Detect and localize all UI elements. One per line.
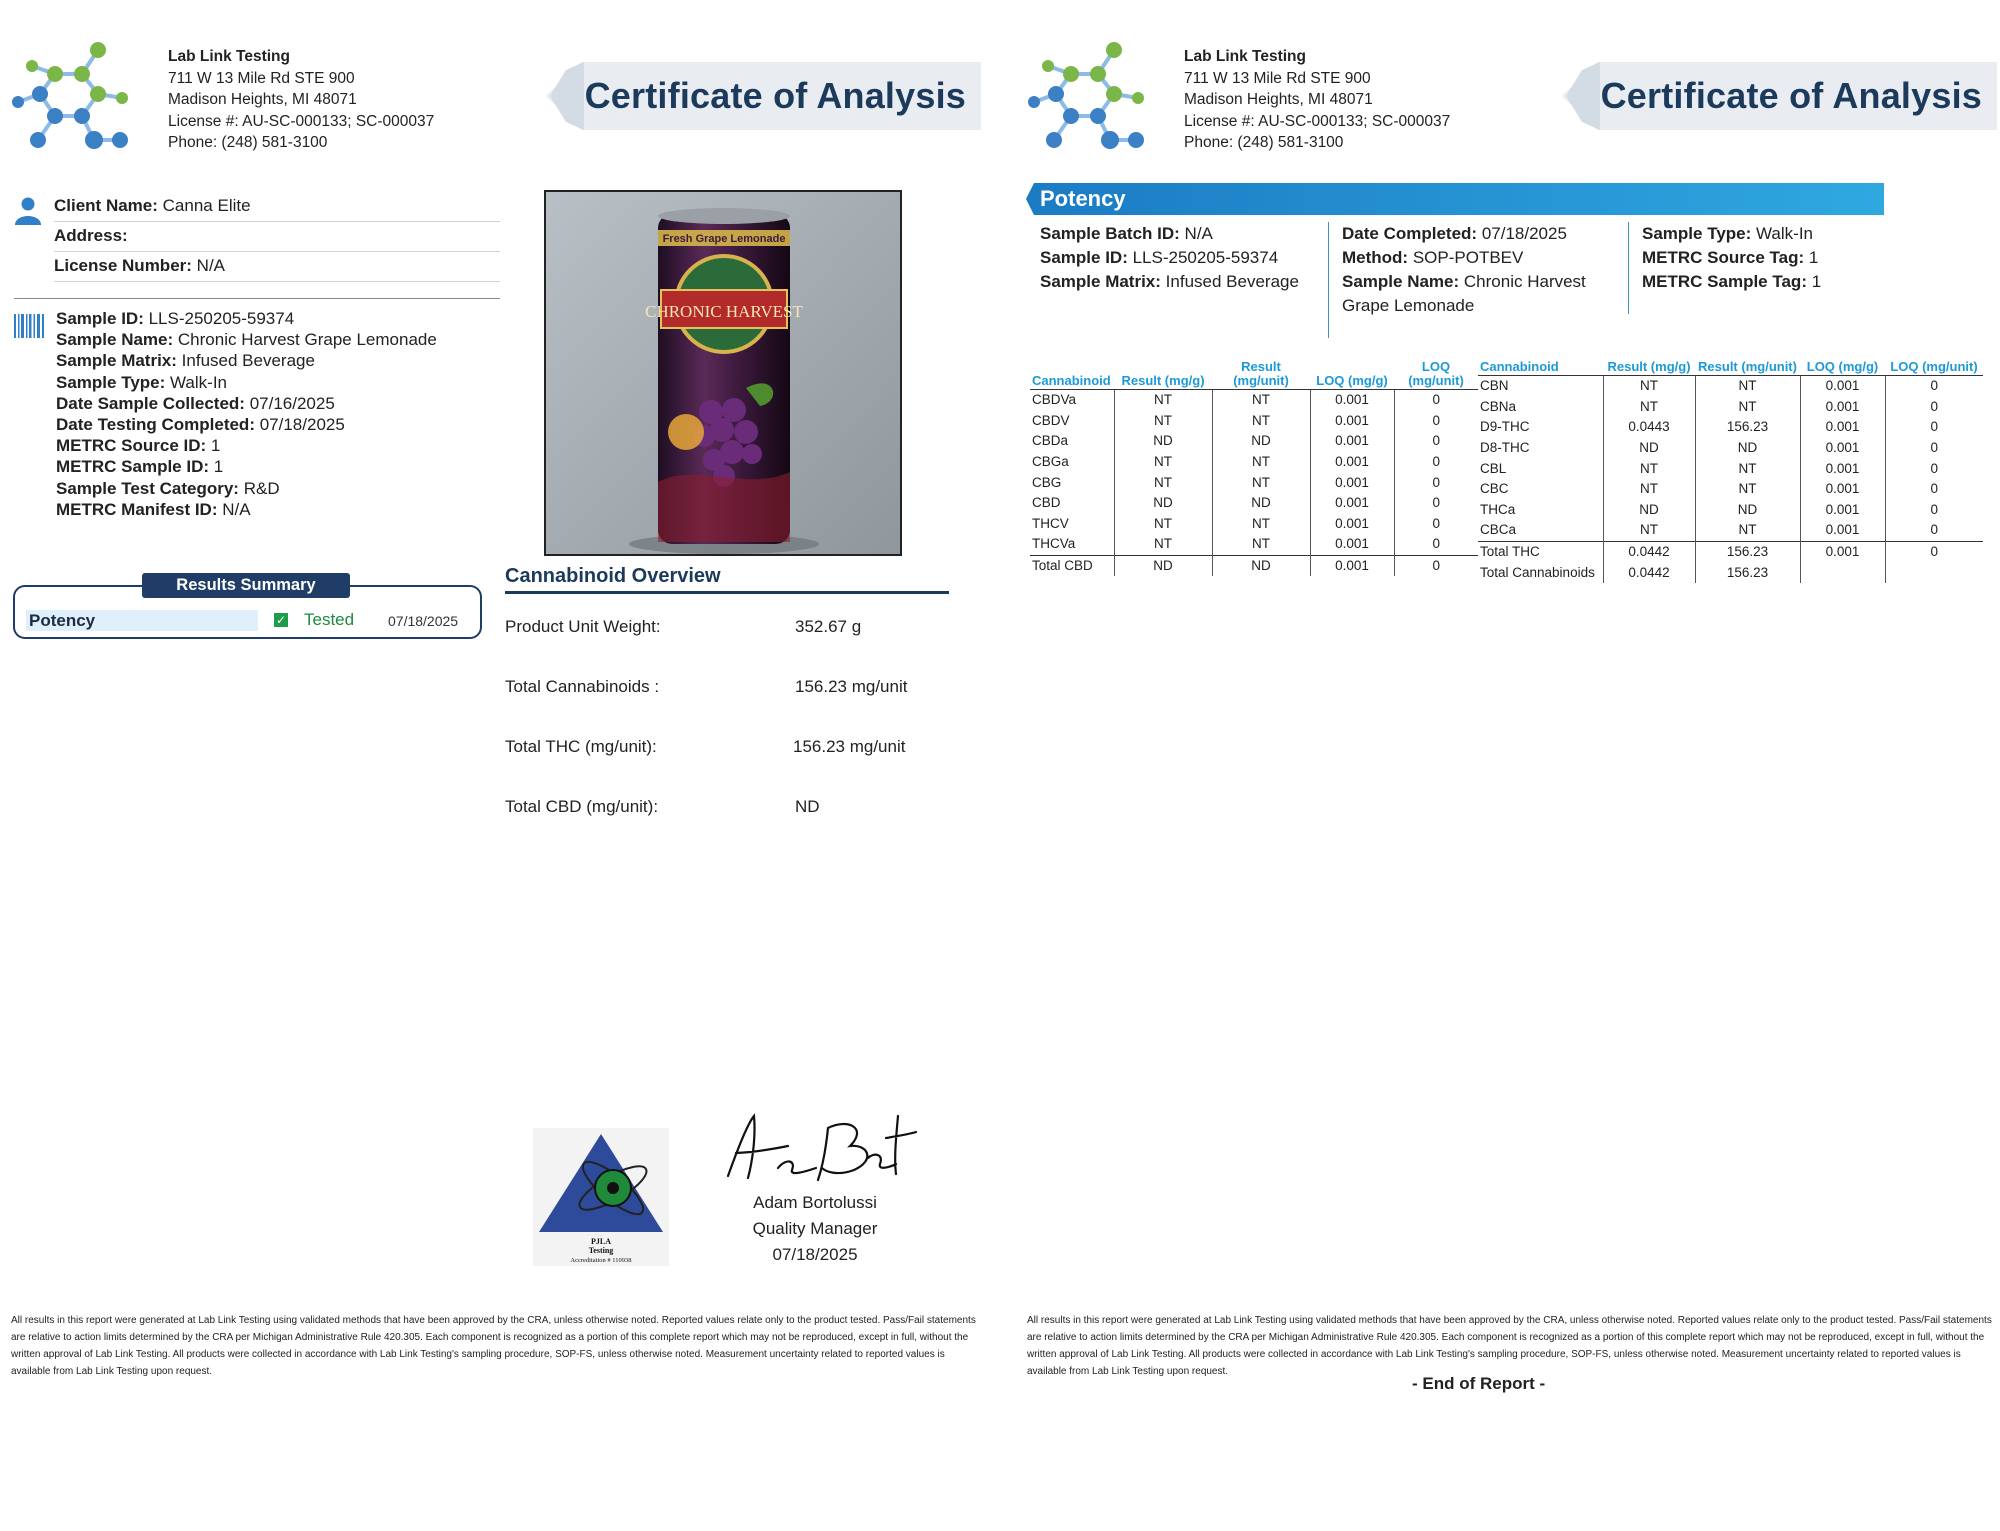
table-cell: 0 bbox=[1930, 440, 1938, 456]
table-row bbox=[1478, 562, 1983, 583]
table-cell: 0.001 bbox=[1800, 541, 1885, 562]
can-brand: CHRONIC HARVEST bbox=[645, 302, 803, 321]
table-header: LOQ (mg/unit) bbox=[1394, 360, 1478, 390]
table-cell: NT bbox=[1212, 514, 1310, 535]
sample-field-value: N/A bbox=[222, 499, 251, 519]
table-cell: ND bbox=[1114, 493, 1212, 514]
table-cell: D9-THC bbox=[1478, 417, 1603, 438]
table-cell: CBG bbox=[1030, 472, 1114, 493]
signer-date: 07/18/2025 bbox=[772, 1245, 858, 1264]
table-header: LOQ (mg/g) bbox=[1310, 360, 1394, 390]
table-header: LOQ (mg/g) bbox=[1800, 360, 1885, 376]
potency-meta-value: Walk-In bbox=[1756, 224, 1814, 243]
table-cell: 0 bbox=[1432, 392, 1440, 408]
table-row bbox=[1030, 431, 1478, 452]
potency-table-left bbox=[1030, 360, 1478, 576]
table-cell: 0 bbox=[1432, 454, 1440, 470]
overview-title: Cannabinoid Overview bbox=[505, 565, 721, 587]
table-cell: 0.001 bbox=[1310, 555, 1394, 576]
potency-meta-label: Sample Batch ID: bbox=[1040, 224, 1180, 243]
table-row bbox=[1030, 452, 1478, 473]
table-cell: 0 bbox=[1930, 460, 1938, 476]
person-icon bbox=[14, 196, 42, 226]
overview-value-weight: 352.67 g bbox=[795, 617, 862, 636]
signer-block bbox=[700, 1190, 930, 1268]
table-cell: NT bbox=[1695, 479, 1800, 500]
end-of-report: - End of Report - bbox=[1412, 1374, 1546, 1393]
table-cell: NT bbox=[1212, 390, 1310, 411]
sample-field bbox=[56, 350, 437, 371]
potency-table-right bbox=[1478, 360, 1983, 583]
checkmark-icon: ✓ bbox=[275, 613, 287, 627]
potency-meta-value: Infused Beverage bbox=[1165, 272, 1299, 291]
overview-label-total-cbd: Total CBD (mg/unit): bbox=[505, 797, 659, 816]
potency-meta-label: METRC Source Tag: bbox=[1642, 248, 1805, 267]
table-row bbox=[1478, 500, 1983, 521]
potency-meta-field bbox=[1342, 222, 1617, 246]
table-header: Result (mg/unit) bbox=[1212, 360, 1310, 390]
lab-address-2: Madison Heights, MI 48071 bbox=[1184, 91, 1373, 108]
table-cell: NT bbox=[1114, 411, 1212, 432]
overview-value-total-cbd: ND bbox=[795, 797, 820, 816]
table-row bbox=[1478, 479, 1983, 500]
potency-meta-value: SOP-POTBEV bbox=[1412, 248, 1524, 267]
can-top-text: Fresh Grape Lemonade bbox=[662, 233, 786, 245]
sample-fields bbox=[56, 308, 437, 520]
potency-meta-field bbox=[1642, 222, 1862, 246]
table-cell: NT bbox=[1603, 458, 1695, 479]
table-row bbox=[1030, 534, 1478, 555]
table-header: Result (mg/unit) bbox=[1695, 360, 1800, 376]
lab-name: Lab Link Testing bbox=[168, 48, 290, 65]
seal-line-2: Testing bbox=[588, 1246, 614, 1255]
potency-meta-label: Sample Matrix: bbox=[1040, 272, 1161, 291]
table-cell: 0.001 bbox=[1800, 458, 1885, 479]
table-cell: NT bbox=[1114, 390, 1212, 411]
sample-field-label: Sample Type: bbox=[56, 372, 166, 392]
lab-address-1: 711 W 13 Mile Rd STE 900 bbox=[168, 69, 355, 87]
sample-field-label: Sample Matrix: bbox=[56, 351, 177, 371]
sample-field-label: METRC Source ID: bbox=[56, 436, 207, 456]
potency-title: Potency bbox=[1040, 186, 1126, 211]
overview-label-total-cannabinoids: Total Cannabinoids : bbox=[505, 677, 660, 696]
potency-meta-label: Date Completed: bbox=[1342, 224, 1478, 243]
table-row bbox=[1478, 438, 1983, 459]
overview-label-total-thc: Total THC (mg/unit): bbox=[505, 737, 657, 756]
table-cell: NT bbox=[1603, 397, 1695, 418]
table-row bbox=[1478, 520, 1983, 541]
potency-meta-field bbox=[1642, 270, 1862, 294]
table-cell: NT bbox=[1212, 472, 1310, 493]
table-cell: 156.23 bbox=[1695, 541, 1800, 562]
table-row bbox=[1030, 555, 1478, 576]
sample-field-value: Chronic Harvest Grape Lemonade bbox=[177, 330, 437, 350]
lab-contact bbox=[168, 46, 434, 154]
table-cell: ND bbox=[1114, 431, 1212, 452]
potency-meta-field bbox=[1040, 270, 1330, 294]
table-cell: NT bbox=[1603, 520, 1695, 541]
potency-meta-label: Sample Type: bbox=[1642, 224, 1752, 243]
coa-title: Certificate of Analysis bbox=[1600, 75, 1982, 116]
table-cell: 0 bbox=[1432, 433, 1440, 449]
table-cell: 0.001 bbox=[1800, 520, 1885, 541]
sample-field-value: Infused Beverage bbox=[181, 351, 315, 371]
table-cell: 0 bbox=[1930, 419, 1938, 435]
table-cell: 0.001 bbox=[1800, 397, 1885, 418]
table-row bbox=[1030, 493, 1478, 514]
potency-meta-label: Sample ID: bbox=[1040, 248, 1128, 267]
sample-field bbox=[56, 478, 437, 499]
lab-address-1: 711 W 13 Mile Rd STE 900 bbox=[1184, 69, 1371, 87]
disclaimer-text: All results in this report were generated at Lab Link Testing using validated methods that have been approved by the CRA, unless otherwise noted. Reported values relate only to the product tested. Pass/Fail statements are relative to action limits determined by the CRA per Michigan Administrative Rule 420.305. Each component is recognized as a portion of this complete report which may not be reproduced, except in full, without the written approval of Lab Link Testing. All products were collected in accordance with Lab Link Testing's sampling procedure, SOP-FS, unless otherwise noted. Measurement uncertainty related to reported values is available from Lab Link Testing upon request. bbox=[11, 1315, 976, 1377]
table-cell bbox=[1800, 562, 1885, 583]
potency-meta-label: Sample Name: bbox=[1342, 272, 1460, 291]
sample-field-label: Date Sample Collected: bbox=[56, 393, 245, 413]
table-cell: NT bbox=[1114, 534, 1212, 555]
table-row bbox=[1478, 376, 1983, 397]
client-name-row: Client Name: Canna Elite bbox=[54, 192, 500, 222]
sample-field bbox=[56, 414, 437, 435]
overview-rule bbox=[505, 591, 949, 594]
table-cell: CBD bbox=[1030, 493, 1114, 514]
lab-license: License #: AU-SC-000133; SC-000037 bbox=[1184, 112, 1451, 130]
table-cell: 0.001 bbox=[1310, 472, 1394, 493]
coa-title: Certificate of Analysis bbox=[584, 75, 966, 116]
potency-meta-col-1 bbox=[1040, 222, 1330, 294]
table-cell: 0.001 bbox=[1310, 452, 1394, 473]
table-cell: 0.001 bbox=[1310, 534, 1394, 555]
potency-meta-col-2 bbox=[1342, 222, 1617, 318]
table-cell: ND bbox=[1603, 500, 1695, 521]
table-row bbox=[1030, 514, 1478, 535]
potency-meta-field bbox=[1342, 270, 1617, 318]
overview-value-total-thc: 156.23 mg/unit bbox=[793, 737, 906, 756]
table-cell: CBDV bbox=[1030, 411, 1114, 432]
table-cell: CBNa bbox=[1478, 397, 1603, 418]
table-cell: CBCa bbox=[1478, 520, 1603, 541]
sample-field-value: Walk-In bbox=[170, 372, 228, 392]
client-address-row: Address: bbox=[54, 222, 500, 252]
table-cell: NT bbox=[1212, 452, 1310, 473]
client-license-row: License Number: N/A bbox=[54, 252, 500, 282]
table-header: Result (mg/g) bbox=[1114, 360, 1212, 390]
lab-name: Lab Link Testing bbox=[1184, 48, 1306, 65]
table-cell: NT bbox=[1603, 479, 1695, 500]
molecule-logo-icon bbox=[1026, 36, 1161, 156]
table-row bbox=[1478, 417, 1983, 438]
table-cell: 0.001 bbox=[1310, 411, 1394, 432]
sample-field-value: 07/16/2025 bbox=[249, 393, 335, 413]
table-cell: ND bbox=[1695, 500, 1800, 521]
meta-separator bbox=[1628, 222, 1629, 314]
pjla-accreditation-seal bbox=[533, 1128, 669, 1266]
results-potency-label: Potency bbox=[26, 610, 258, 631]
disclaimer-text: All results in this report were generated at Lab Link Testing using validated methods that have been approved by the CRA, unless otherwise noted. Reported values relate only to the product tested. Pass/Fail statements are relative to action limits determined by the CRA per Michigan Administrative Rule 420.305. Each component is recognized as a portion of this complete report which may not be reproduced, except in full, without the written approval of Lab Link Testing. All products were collected in accordance with Lab Link Testing's sampling procedure, SOP-FS, unless otherwise noted. Measurement uncertainty related to reported values is available from Lab Link Testing upon request. bbox=[1027, 1315, 1992, 1377]
table-header: Cannabinoid bbox=[1030, 360, 1114, 390]
client-info bbox=[14, 192, 500, 282]
overview-label-weight: Product Unit Weight: bbox=[505, 617, 661, 636]
table-cell: 0 bbox=[1930, 501, 1938, 517]
meta-separator bbox=[1328, 222, 1329, 338]
sample-field bbox=[56, 456, 437, 477]
table-cell: 0.001 bbox=[1800, 438, 1885, 459]
table-cell: CBN bbox=[1478, 376, 1603, 397]
potency-meta-value: N/A bbox=[1184, 224, 1213, 243]
table-cell: THCV bbox=[1030, 514, 1114, 535]
table-row bbox=[1478, 458, 1983, 479]
handwritten-signature bbox=[718, 1108, 918, 1188]
sample-field bbox=[56, 308, 437, 329]
sample-info bbox=[14, 308, 437, 520]
table-cell: 0 bbox=[1432, 412, 1440, 428]
sample-field-value: LLS-250205-59374 bbox=[148, 309, 295, 328]
table-cell: CBGa bbox=[1030, 452, 1114, 473]
table-cell: 0.0442 bbox=[1603, 541, 1695, 562]
seal-line-3: Accreditation # 110938 bbox=[570, 1257, 632, 1264]
table-cell: Total CBD bbox=[1030, 555, 1114, 576]
potency-meta-value: Chronic Harvest Grape Lemonade bbox=[1342, 272, 1586, 315]
table-row bbox=[1030, 411, 1478, 432]
potency-meta-field bbox=[1040, 246, 1330, 270]
table-cell: 0 bbox=[1930, 522, 1938, 538]
table-cell: NT bbox=[1114, 472, 1212, 493]
product-photo bbox=[544, 190, 902, 556]
results-summary-title: Results Summary bbox=[142, 573, 350, 598]
sample-field-label: Sample Name: bbox=[56, 330, 174, 350]
seal-line-1: PJLA bbox=[591, 1237, 611, 1246]
table-cell: CBDVa bbox=[1030, 390, 1114, 411]
table-cell: D8-THC bbox=[1478, 438, 1603, 459]
table-cell: 0.001 bbox=[1310, 493, 1394, 514]
table-cell: NT bbox=[1212, 411, 1310, 432]
table-cell: Total Cannabinoids bbox=[1478, 562, 1603, 583]
sample-field bbox=[56, 393, 437, 414]
potency-meta-label: Method: bbox=[1342, 248, 1409, 267]
potency-meta-value: LLS-250205-59374 bbox=[1132, 248, 1279, 267]
potency-meta-value: 1 bbox=[1811, 272, 1822, 291]
table-cell: NT bbox=[1695, 458, 1800, 479]
table-header: LOQ (mg/unit) bbox=[1885, 360, 1983, 376]
lab-address-2: Madison Heights, MI 48071 bbox=[168, 91, 357, 108]
molecule-logo-icon bbox=[10, 36, 145, 156]
table-cell: NT bbox=[1603, 376, 1695, 397]
signer-name: Adam Bortolussi bbox=[753, 1193, 877, 1212]
table-cell: 0 bbox=[1432, 536, 1440, 552]
sample-field-label: METRC Manifest ID: bbox=[56, 499, 218, 519]
table-cell: THCa bbox=[1478, 500, 1603, 521]
table-cell: 0.001 bbox=[1800, 376, 1885, 397]
beverage-can-image bbox=[546, 192, 900, 554]
table-cell: 0.0443 bbox=[1603, 417, 1695, 438]
table-row bbox=[1478, 397, 1983, 418]
table-cell: ND bbox=[1212, 493, 1310, 514]
table-cell: 0.001 bbox=[1310, 431, 1394, 452]
table-cell: 156.23 bbox=[1695, 562, 1800, 583]
potency-meta-field bbox=[1040, 222, 1330, 246]
table-cell: NT bbox=[1695, 397, 1800, 418]
table-cell: 156.23 bbox=[1695, 417, 1800, 438]
table-cell: CBL bbox=[1478, 458, 1603, 479]
table-cell: 0 bbox=[1930, 378, 1938, 394]
table-cell: ND bbox=[1212, 431, 1310, 452]
table-cell: ND bbox=[1212, 555, 1310, 576]
table-cell: ND bbox=[1603, 438, 1695, 459]
coa-page-2 bbox=[1016, 0, 2000, 1531]
lab-contact bbox=[1184, 46, 1450, 154]
table-cell: 0 bbox=[1885, 541, 1983, 562]
table-cell: 0 bbox=[1432, 515, 1440, 531]
table-cell: 0 bbox=[1432, 495, 1440, 511]
sample-field bbox=[56, 372, 437, 393]
sample-field-value: 1 bbox=[210, 436, 221, 456]
table-cell: CBDa bbox=[1030, 431, 1114, 452]
table-cell: 0 bbox=[1930, 481, 1938, 497]
potency-meta-col-3 bbox=[1642, 222, 1862, 294]
table-cell: 0.001 bbox=[1310, 390, 1394, 411]
table-cell: 0.001 bbox=[1310, 514, 1394, 535]
table-cell: 0.001 bbox=[1800, 417, 1885, 438]
potency-meta-value: 1 bbox=[1808, 248, 1819, 267]
sample-field-value: 1 bbox=[213, 457, 224, 477]
table-cell bbox=[1885, 562, 1983, 583]
sample-field-label: METRC Sample ID: bbox=[56, 457, 210, 477]
table-cell: NT bbox=[1212, 534, 1310, 555]
sample-field-label: Sample Test Category: bbox=[56, 478, 239, 498]
table-cell: 0.001 bbox=[1800, 500, 1885, 521]
sample-field-label: Sample ID: bbox=[56, 309, 144, 328]
results-status: Tested bbox=[304, 610, 355, 629]
table-cell: NT bbox=[1114, 452, 1212, 473]
table-cell: NT bbox=[1695, 376, 1800, 397]
client-license: N/A bbox=[196, 256, 226, 275]
sample-field-value: 07/18/2025 bbox=[259, 415, 345, 435]
table-cell: 0.001 bbox=[1800, 479, 1885, 500]
table-cell: 0 bbox=[1930, 398, 1938, 414]
barcode-icon bbox=[14, 314, 44, 338]
table-header: Result (mg/g) bbox=[1603, 360, 1695, 376]
potency-meta-field bbox=[1342, 246, 1617, 270]
overview-value-total-cannabinoids: 156.23 mg/unit bbox=[795, 677, 908, 696]
table-cell: ND bbox=[1114, 555, 1212, 576]
table-cell: 0 bbox=[1394, 555, 1478, 576]
signer-title: Quality Manager bbox=[752, 1219, 878, 1238]
section-divider bbox=[14, 298, 500, 299]
sample-field-label: Date Testing Completed: bbox=[56, 415, 255, 435]
table-cell: ND bbox=[1695, 438, 1800, 459]
sample-field-value: R&D bbox=[243, 478, 280, 498]
sample-field bbox=[56, 329, 437, 350]
table-cell: CBC bbox=[1478, 479, 1603, 500]
lab-phone: Phone: (248) 581-3100 bbox=[1184, 134, 1344, 151]
potency-meta-field bbox=[1642, 246, 1862, 270]
potency-meta-value: 07/18/2025 bbox=[1481, 224, 1567, 243]
sample-field bbox=[56, 435, 437, 456]
table-cell: 0 bbox=[1432, 474, 1440, 490]
table-cell: THCVa bbox=[1030, 534, 1114, 555]
potency-header-bar bbox=[1026, 183, 1884, 215]
table-cell: NT bbox=[1695, 520, 1800, 541]
table-row bbox=[1030, 472, 1478, 493]
lab-phone: Phone: (248) 581-3100 bbox=[168, 134, 328, 151]
table-cell: 0.0442 bbox=[1603, 562, 1695, 583]
lab-license: License #: AU-SC-000133; SC-000037 bbox=[168, 112, 435, 130]
results-date: 07/18/2025 bbox=[388, 613, 459, 629]
client-name: Canna Elite bbox=[162, 196, 251, 215]
table-row bbox=[1030, 390, 1478, 411]
table-cell: Total THC bbox=[1478, 541, 1603, 562]
table-cell: NT bbox=[1114, 514, 1212, 535]
table-row bbox=[1478, 541, 1983, 562]
table-header: Cannabinoid bbox=[1478, 360, 1603, 376]
potency-meta-label: METRC Sample Tag: bbox=[1642, 272, 1807, 291]
sample-field bbox=[56, 499, 437, 520]
